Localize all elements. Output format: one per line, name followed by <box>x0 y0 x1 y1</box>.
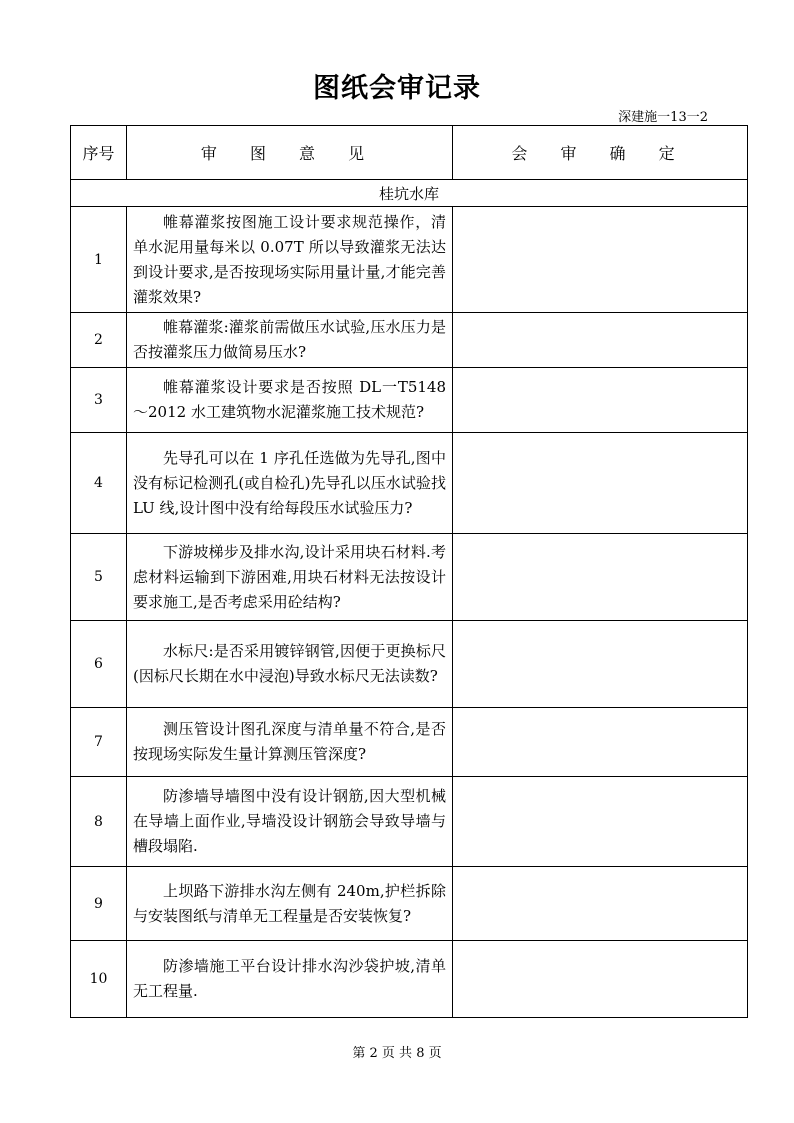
page-footer: 第 2 页 共 8 页 <box>352 1046 442 1061</box>
table-row <box>71 433 748 534</box>
row-number: 1 <box>71 207 127 313</box>
row-number: 2 <box>71 313 127 368</box>
review-confirmation <box>453 708 748 777</box>
row-number: 8 <box>71 777 127 867</box>
review-confirmation <box>453 867 748 941</box>
table-header-row <box>71 126 748 180</box>
table-row <box>71 621 748 708</box>
review-opinion: 防渗墙导墙图中没有设计钢筋,因大型机械在导墙上面作业,导墙没设计钢筋会导致导墙与槽段塌陷. <box>127 777 453 867</box>
review-confirmation <box>453 433 748 534</box>
review-opinion: 上坝路下游排水沟左侧有 240m,护栏拆除与安装图纸与清单无工程量是否安装恢复? <box>127 867 453 941</box>
table-row <box>71 368 748 433</box>
review-opinion: 下游坡梯步及排水沟,设计采用块石材料.考虑材料运输到下游困难,用块石材料无法按设计要求施工,是否考虑采用砼结构? <box>127 534 453 621</box>
table-row <box>71 941 748 1018</box>
review-opinion: 帷幕灌浆:灌浆前需做压水试验,压水压力是否按灌浆压力做简易压水? <box>127 313 453 368</box>
header-confirm: 会 审 确 定 <box>453 126 748 180</box>
row-number: 4 <box>71 433 127 534</box>
review-opinion: 先导孔可以在 1 序孔任选做为先导孔,图中没有标记检测孔(或自检孔)先导孔以压水试验找 LU 线,设计图中没有给每段压水试验压力? <box>127 433 453 534</box>
review-confirmation <box>453 207 748 313</box>
section-title: 桂坑水库 <box>71 180 748 207</box>
review-opinion: 帷幕灌浆设计要求是否按照 DL一T5148～2012 水工建筑物水泥灌浆施工技术规范? <box>127 368 453 433</box>
row-number: 10 <box>71 941 127 1018</box>
row-number: 5 <box>71 534 127 621</box>
section-row <box>71 180 748 207</box>
row-number: 3 <box>71 368 127 433</box>
review-opinion: 测压管设计图孔深度与清单量不符合,是否按现场实际发生量计算测压管深度? <box>127 708 453 777</box>
review-confirmation <box>453 368 748 433</box>
review-table <box>70 125 748 1018</box>
review-opinion: 帷幕灌浆按图施工设计要求规范操作，清单水泥用量每米以 0.07T 所以导致灌浆无法达到设计要求,是否按现场实际用量计量,才能完善灌浆效果? <box>127 207 453 313</box>
row-number: 6 <box>71 621 127 708</box>
document-title: 图纸会审记录 <box>313 73 481 104</box>
document-code: 深建施一13一2 <box>618 110 708 125</box>
review-confirmation <box>453 621 748 708</box>
table-row <box>71 708 748 777</box>
header-opinion: 审 图 意 见 <box>127 126 453 180</box>
table-row <box>71 313 748 368</box>
table-row <box>71 777 748 867</box>
review-opinion: 水标尺:是否采用镀锌钢管,因便于更换标尺(因标尺长期在水中浸泡)导致水标尺无法读数? <box>127 621 453 708</box>
review-opinion: 防渗墙施工平台设计排水沟沙袋护坡,清单无工程量. <box>127 941 453 1018</box>
row-number: 7 <box>71 708 127 777</box>
review-confirmation <box>453 777 748 867</box>
table-row <box>71 207 748 313</box>
table-row <box>71 867 748 941</box>
review-confirmation <box>453 534 748 621</box>
row-number: 9 <box>71 867 127 941</box>
header-no: 序号 <box>71 126 127 180</box>
table-row <box>71 534 748 621</box>
review-confirmation <box>453 941 748 1018</box>
review-confirmation <box>453 313 748 368</box>
